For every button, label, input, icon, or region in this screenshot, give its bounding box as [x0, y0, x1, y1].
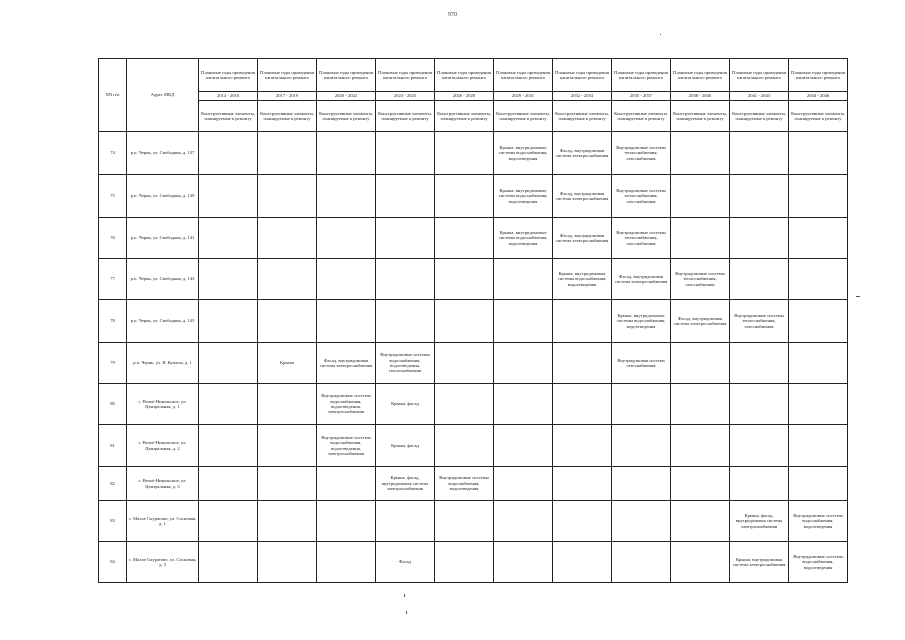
- row-cell-elements: [553, 501, 612, 542]
- row-cell-elements: [435, 132, 494, 175]
- row-number: 83: [99, 501, 127, 542]
- row-cell-elements: [435, 175, 494, 218]
- table-row: [99, 425, 848, 467]
- column-header-elements: Конструктивные элементы, планируемые к ремонту: [435, 101, 494, 132]
- row-number: 76: [99, 218, 127, 259]
- row-cell-elements: [789, 300, 848, 343]
- row-cell-elements: Внутридомовые системы водоснабжения, водоотведения, электроснабжения: [317, 425, 376, 467]
- table-row: [99, 218, 848, 259]
- column-header-elements: Конструктивные элементы, планируемые к ремонту: [612, 101, 671, 132]
- column-header-elements: Конструктивные элементы, планируемые к ремонту: [317, 101, 376, 132]
- row-cell-elements: [730, 259, 789, 300]
- table-row: [99, 175, 848, 218]
- row-cell-elements: [671, 501, 730, 542]
- row-cell-elements: [671, 542, 730, 583]
- row-cell-elements: [317, 542, 376, 583]
- row-address: р.п. Чернь, ул. Свободная, д. 137: [127, 132, 199, 175]
- row-cell-elements: [612, 501, 671, 542]
- row-cell-elements: [494, 384, 553, 425]
- column-header-years: 2044 - 2046: [789, 92, 848, 101]
- row-cell-elements: Крыша, фасад: [376, 384, 435, 425]
- row-cell-elements: [199, 300, 258, 343]
- row-cell-elements: [553, 467, 612, 501]
- row-cell-elements: [789, 384, 848, 425]
- header-row-periods: [99, 59, 848, 92]
- row-number: 82: [99, 467, 127, 501]
- column-header-elements: Конструктивные элементы, планируемые к ремонту: [730, 101, 789, 132]
- row-cell-elements: [435, 542, 494, 583]
- column-header-period-title: Плановые годы проведения капитального ремонта: [376, 59, 435, 92]
- row-address: с. Малое Скуратово, ул. Сосновая, д. 1: [127, 501, 199, 542]
- column-header-number: NN п/п: [99, 59, 127, 132]
- column-header-years: 2029 - 2031: [494, 92, 553, 101]
- row-cell-elements: [730, 132, 789, 175]
- table-row: [99, 384, 848, 425]
- row-number: 74: [99, 132, 127, 175]
- row-cell-elements: [730, 467, 789, 501]
- row-address: р.п. Чернь, ул. Я. Купалы, д. 1: [127, 343, 199, 384]
- row-cell-elements: Крыша, внутридомовые системы водоснабжения, водоотведения: [553, 259, 612, 300]
- column-header-years: 2014 - 2016: [199, 92, 258, 101]
- page-number: 970: [448, 12, 457, 18]
- header-row-elements: [99, 101, 848, 132]
- row-cell-elements: [671, 218, 730, 259]
- repair-schedule-table: [98, 58, 848, 583]
- row-cell-elements: [789, 425, 848, 467]
- row-cell-elements: [553, 300, 612, 343]
- column-header-years: 2017 - 2019: [258, 92, 317, 101]
- row-cell-elements: [199, 384, 258, 425]
- row-cell-elements: [671, 175, 730, 218]
- column-header-period-title: Плановые годы проведения капитального ремонта: [199, 59, 258, 92]
- row-cell-elements: [199, 259, 258, 300]
- row-cell-elements: [730, 425, 789, 467]
- row-cell-elements: [258, 501, 317, 542]
- row-address: с. Вельё-Никольское, ул. Центральная, д. 3: [127, 467, 199, 501]
- column-header-period-title: Плановые годы проведения капитального ремонта: [258, 59, 317, 92]
- row-cell-elements: Фасад, внутридомовая система электроснабжения: [671, 300, 730, 343]
- row-number: 78: [99, 300, 127, 343]
- row-cell-elements: [671, 425, 730, 467]
- scan-dot-mark: [406, 611, 407, 614]
- row-cell-elements: [612, 467, 671, 501]
- row-cell-elements: [612, 425, 671, 467]
- row-cell-elements: [789, 175, 848, 218]
- row-cell-elements: [199, 218, 258, 259]
- row-cell-elements: Внутридомовые системы теплоснабжения, газоснабжения: [612, 218, 671, 259]
- column-header-years: 2026 - 2028: [435, 92, 494, 101]
- row-cell-elements: [730, 218, 789, 259]
- row-cell-elements: Крыша, внутридомовая система электроснабжения: [730, 542, 789, 583]
- row-cell-elements: Крыша, внутридомовые системы водоснабжения, водоотведения: [494, 175, 553, 218]
- row-cell-elements: [494, 343, 553, 384]
- column-header-period-title: Плановые годы проведения капитального ремонта: [671, 59, 730, 92]
- row-cell-elements: [789, 132, 848, 175]
- column-header-years: 2038 - 2040: [671, 92, 730, 101]
- column-header-period-title: Плановые годы проведения капитального ремонта: [317, 59, 376, 92]
- row-cell-elements: Внутридомовые системы водоснабжения, водоотведения: [789, 501, 848, 542]
- row-cell-elements: [671, 384, 730, 425]
- row-cell-elements: Внутридомовые системы теплоснабжения, газоснабжения: [730, 300, 789, 343]
- row-address: р.п. Чернь, ул. Свободная, д. 143: [127, 259, 199, 300]
- row-cell-elements: [730, 343, 789, 384]
- row-cell-elements: Внутридомовые системы теплоснабжения, газоснабжения: [612, 175, 671, 218]
- row-cell-elements: [258, 259, 317, 300]
- row-cell-elements: [494, 425, 553, 467]
- column-header-elements: Конструктивные элементы, планируемые к ремонту: [258, 101, 317, 132]
- row-cell-elements: [671, 467, 730, 501]
- row-cell-elements: [494, 259, 553, 300]
- row-cell-elements: [199, 425, 258, 467]
- row-cell-elements: Внутридомовые системы теплоснабжения, газоснабжения: [671, 259, 730, 300]
- row-cell-elements: [376, 501, 435, 542]
- scan-dot-mark: [404, 594, 405, 597]
- row-cell-elements: [199, 467, 258, 501]
- row-cell-elements: [317, 300, 376, 343]
- row-cell-elements: Крыша, внутридомовые системы водоснабжения, водоотведения: [494, 218, 553, 259]
- column-header-elements: Конструктивные элементы, планируемые к ремонту: [671, 101, 730, 132]
- table-row: [99, 501, 848, 542]
- row-number: 77: [99, 259, 127, 300]
- row-cell-elements: [258, 300, 317, 343]
- row-cell-elements: Фасад: [376, 542, 435, 583]
- row-address: с. Малое Скуратово, ул. Сосновая, д. 3: [127, 542, 199, 583]
- row-number: 75: [99, 175, 127, 218]
- row-cell-elements: [317, 259, 376, 300]
- row-cell-elements: [494, 467, 553, 501]
- row-cell-elements: [435, 425, 494, 467]
- row-address: с. Вельё-Никольское, ул. Центральная, д. 2: [127, 425, 199, 467]
- row-cell-elements: [435, 300, 494, 343]
- table-row: [99, 259, 848, 300]
- column-header-period-title: Плановые годы проведения капитального ремонта: [789, 59, 848, 92]
- row-cell-elements: [258, 467, 317, 501]
- row-cell-elements: Внутридомовые системы водоснабжения, водоотведения, теплоснабжения: [376, 343, 435, 384]
- row-cell-elements: [376, 175, 435, 218]
- row-cell-elements: Крыша, внутридомовые системы водоснабжения, водоотведения: [612, 300, 671, 343]
- row-cell-elements: [199, 175, 258, 218]
- column-header-years: 2023 - 2025: [376, 92, 435, 101]
- table-row: [99, 467, 848, 501]
- row-cell-elements: [553, 425, 612, 467]
- row-cell-elements: [258, 132, 317, 175]
- row-cell-elements: [317, 218, 376, 259]
- row-cell-elements: [376, 259, 435, 300]
- row-cell-elements: Крыша, фасад, внутридомовая система электроснабжения: [376, 467, 435, 501]
- header-row-years: [99, 92, 848, 101]
- column-header-period-title: Плановые годы проведения капитального ремонта: [494, 59, 553, 92]
- column-header-elements: Конструктивные элементы, планируемые к ремонту: [789, 101, 848, 132]
- row-cell-elements: [494, 542, 553, 583]
- row-cell-elements: [789, 467, 848, 501]
- row-cell-elements: [258, 542, 317, 583]
- row-cell-elements: [199, 343, 258, 384]
- row-cell-elements: [789, 343, 848, 384]
- table-body: [99, 59, 848, 583]
- row-cell-elements: Фасад, внутридомовая система электроснабжения: [553, 175, 612, 218]
- row-cell-elements: [612, 384, 671, 425]
- row-cell-elements: [789, 218, 848, 259]
- column-header-period-title: Плановые годы проведения капитального ремонта: [730, 59, 789, 92]
- row-cell-elements: Внутридомовые системы водоснабжения, водоотведения: [789, 542, 848, 583]
- row-cell-elements: [435, 384, 494, 425]
- row-cell-elements: Крыша: [258, 343, 317, 384]
- column-header-elements: Конструктивные элементы, планируемые к ремонту: [494, 101, 553, 132]
- row-cell-elements: [494, 501, 553, 542]
- row-cell-elements: [376, 300, 435, 343]
- column-header-address: Адрес МКД: [127, 59, 199, 132]
- row-cell-elements: Внутридомовые системы водоснабжения, водоотведения, электроснабжения: [317, 384, 376, 425]
- row-cell-elements: [553, 384, 612, 425]
- row-cell-elements: Фасад, внутридомовая система электроснабжения: [317, 343, 376, 384]
- row-cell-elements: [730, 175, 789, 218]
- row-cell-elements: Фасад, внутридомовая система электроснабжения: [612, 259, 671, 300]
- row-number: 84: [99, 542, 127, 583]
- row-cell-elements: Внутридомовые системы водоснабжения, водоотведения: [435, 467, 494, 501]
- column-header-elements: Конструктивные элементы, планируемые к ремонту: [553, 101, 612, 132]
- row-cell-elements: [671, 132, 730, 175]
- row-cell-elements: [730, 384, 789, 425]
- row-number: 79: [99, 343, 127, 384]
- row-number: 80: [99, 384, 127, 425]
- table-row: [99, 300, 848, 343]
- row-cell-elements: [435, 218, 494, 259]
- row-cell-elements: [376, 218, 435, 259]
- column-header-period-title: Плановые годы проведения капитального ремонта: [435, 59, 494, 92]
- row-cell-elements: [494, 300, 553, 343]
- row-cell-elements: [435, 343, 494, 384]
- row-cell-elements: [258, 218, 317, 259]
- row-cell-elements: [789, 259, 848, 300]
- column-header-years: 2041 - 2043: [730, 92, 789, 101]
- row-cell-elements: Фасад, внутридомовая система электроснабжения: [553, 218, 612, 259]
- row-cell-elements: Фасад, внутридомовая система электроснабжения: [553, 132, 612, 175]
- row-cell-elements: Крыша, фасад: [376, 425, 435, 467]
- table-row: [99, 132, 848, 175]
- row-cell-elements: [553, 343, 612, 384]
- column-header-years: 2032 - 2034: [553, 92, 612, 101]
- scan-dot-mark: [660, 34, 661, 35]
- row-cell-elements: [376, 132, 435, 175]
- row-address: р.п. Чернь, ул. Свободная, д. 139: [127, 175, 199, 218]
- column-header-years: 2020 - 2022: [317, 92, 376, 101]
- row-cell-elements: [553, 542, 612, 583]
- row-cell-elements: [258, 384, 317, 425]
- row-address: с. Вельё-Никольское, ул. Центральная, д. 1: [127, 384, 199, 425]
- table-row: [99, 343, 848, 384]
- table-row: [99, 542, 848, 583]
- row-cell-elements: Крыша, внутридомовые системы водоснабжения, водоотведения: [494, 132, 553, 175]
- row-cell-elements: [435, 501, 494, 542]
- row-cell-elements: [317, 132, 376, 175]
- row-cell-elements: [258, 175, 317, 218]
- row-cell-elements: [199, 132, 258, 175]
- row-address: р.п. Чернь, ул. Свободная, д. 141: [127, 218, 199, 259]
- column-header-period-title: Плановые годы проведения капитального ремонта: [553, 59, 612, 92]
- column-header-elements: Конструктивные элементы, планируемые к ремонту: [199, 101, 258, 132]
- row-cell-elements: [317, 467, 376, 501]
- scan-dash-mark: [856, 296, 860, 297]
- row-address: р.п. Чернь, ул. Свободная, д. 145: [127, 300, 199, 343]
- column-header-years: 2035 - 2037: [612, 92, 671, 101]
- row-cell-elements: Внутридомовая система газоснабжения: [612, 343, 671, 384]
- column-header-elements: Конструктивные элементы, планируемые к ремонту: [376, 101, 435, 132]
- row-cell-elements: [671, 343, 730, 384]
- row-cell-elements: [317, 175, 376, 218]
- row-cell-elements: [199, 501, 258, 542]
- row-cell-elements: [435, 259, 494, 300]
- row-cell-elements: [258, 425, 317, 467]
- column-header-period-title: Плановые годы проведения капитального ремонта: [612, 59, 671, 92]
- row-number: 81: [99, 425, 127, 467]
- row-cell-elements: [199, 542, 258, 583]
- row-cell-elements: [317, 501, 376, 542]
- row-cell-elements: Внутридомовые системы теплоснабжения, газоснабжения: [612, 132, 671, 175]
- row-cell-elements: [612, 542, 671, 583]
- row-cell-elements: Крыша, фасад, внутридомовая система электроснабжения: [730, 501, 789, 542]
